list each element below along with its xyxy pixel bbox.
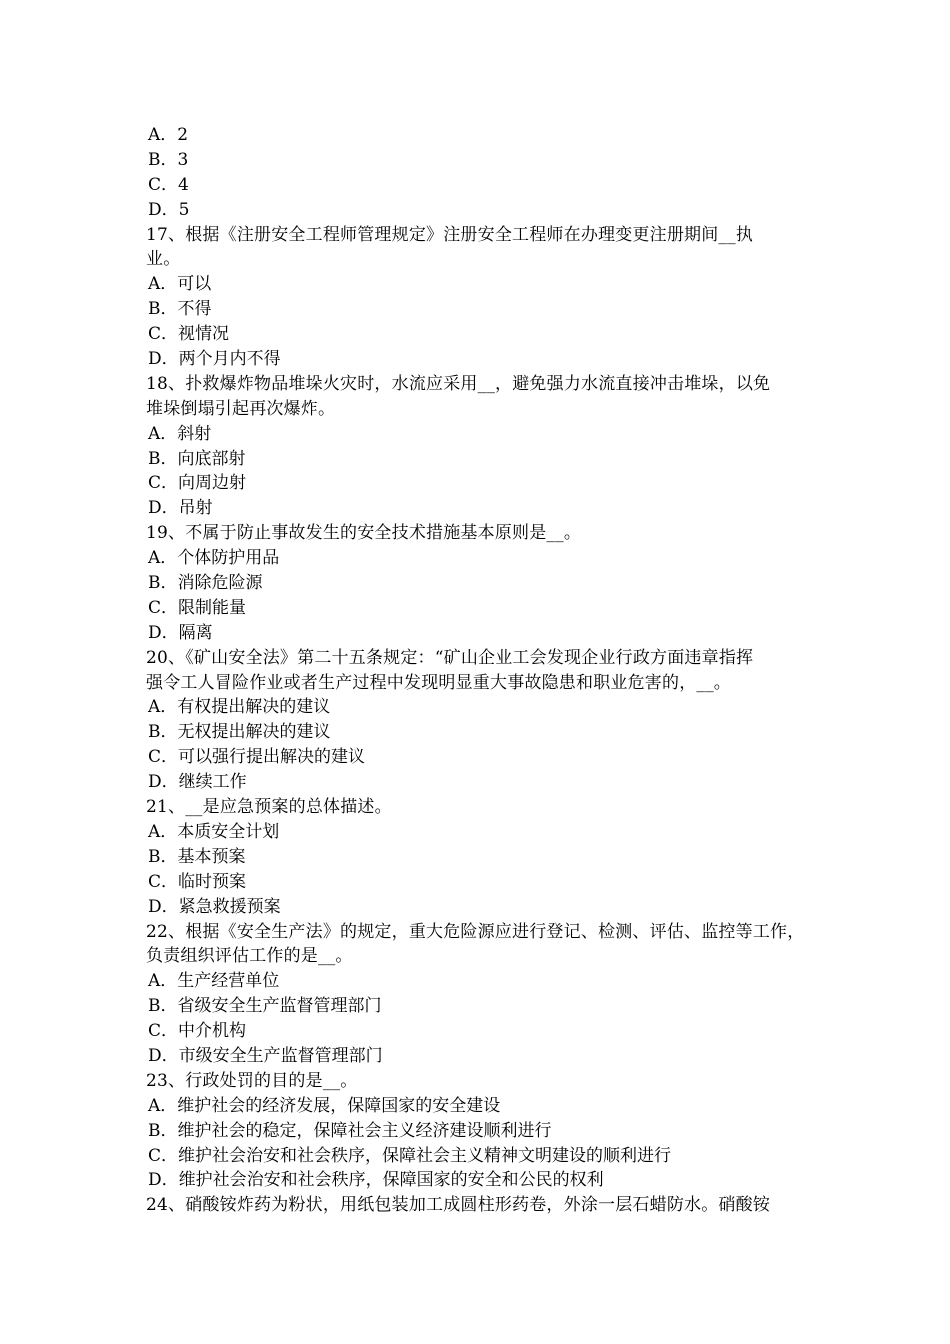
answer-option: B．向底部射 <box>148 448 246 469</box>
document-body <box>146 123 822 1218</box>
answer-option: C．临时预案 <box>148 871 247 892</box>
question-text-line: 24、硝酸铵炸药为粉状，用纸包装加工成圆柱形药卷，外涂一层石蜡防水。硝酸铵 <box>146 1195 771 1216</box>
answer-option: A．有权提出解决的建议 <box>148 697 331 718</box>
answer-option: B．维护社会的稳定，保障社会主义经济建设顺利进行 <box>148 1120 552 1141</box>
answer-option: A．生产经营单位 <box>148 971 280 992</box>
question-text-line: 17、根据《注册安全工程师管理规定》注册安全工程师在办理变更注册期间__执 <box>146 224 754 245</box>
answer-option: D．隔离 <box>148 622 213 643</box>
answer-option: C．可以强行提出解决的建议 <box>148 747 366 768</box>
question-text-line: 负责组织评估工作的是__。 <box>146 946 353 967</box>
answer-option: D．继续工作 <box>148 772 247 793</box>
answer-option: C．4 <box>148 174 189 195</box>
question-text-line: 20、《矿山安全法》第二十五条规定：“矿山企业工会发现企业行政方面违章指挥 <box>146 647 754 668</box>
answer-option: D．紧急救援预案 <box>148 896 281 917</box>
question-text-line: 23、行政处罚的目的是__。 <box>146 1070 358 1091</box>
answer-option: D．市级安全生产监督管理部门 <box>148 1045 383 1066</box>
answer-option: C．向周边射 <box>148 473 247 494</box>
answer-option: D．两个月内不得 <box>148 349 281 370</box>
answer-option: B．3 <box>148 149 189 170</box>
answer-option: C．中介机构 <box>148 1021 247 1042</box>
answer-option: B．省级安全生产监督管理部门 <box>148 996 382 1017</box>
question-text-line: 业。 <box>146 249 181 270</box>
answer-option: D．维护社会治安和社会秩序，保障国家的安全和公民的权利 <box>148 1170 604 1191</box>
answer-option: A．可以 <box>148 274 212 295</box>
question-text-line: 强令工人冒险作业或者生产过程中发现明显重大事故隐患和职业危害的，__。 <box>146 672 731 693</box>
question-text-line: 22、根据《安全生产法》的规定，重大危险源应进行登记、检测、评估、监控等工作， <box>146 921 805 942</box>
question-text-line: 18、扑救爆炸物品堆垛火灾时，水流应采用__，避免强力水流直接冲击堆垛，以免 <box>146 373 771 394</box>
question-text-line: 21、__是应急预案的总体描述。 <box>146 797 392 818</box>
answer-option: A．本质安全计划 <box>148 821 280 842</box>
answer-option: A．2 <box>148 125 189 145</box>
answer-option: B．消除危险源 <box>148 573 263 594</box>
answer-option: A．斜射 <box>148 423 212 444</box>
answer-option: B．基本预案 <box>148 846 246 867</box>
answer-option: B．无权提出解决的建议 <box>148 722 331 743</box>
answer-option: C．视情况 <box>148 324 230 345</box>
answer-option: B．不得 <box>148 299 212 320</box>
answer-option: D．5 <box>148 199 190 220</box>
answer-option: A．维护社会的经济发展，保障国家的安全建设 <box>148 1095 501 1116</box>
answer-option: C．限制能量 <box>148 597 247 618</box>
answer-option: D．吊射 <box>148 498 213 519</box>
answer-option: C．维护社会治安和社会秩序，保障社会主义精神文明建设的顺利进行 <box>148 1145 672 1166</box>
question-text-line: 19、不属于防止事故发生的安全技术措施基本原则是__。 <box>146 523 582 544</box>
question-text-line: 堆垛倒塌引起再次爆炸。 <box>146 398 336 419</box>
answer-option: A．个体防护用品 <box>148 548 280 569</box>
